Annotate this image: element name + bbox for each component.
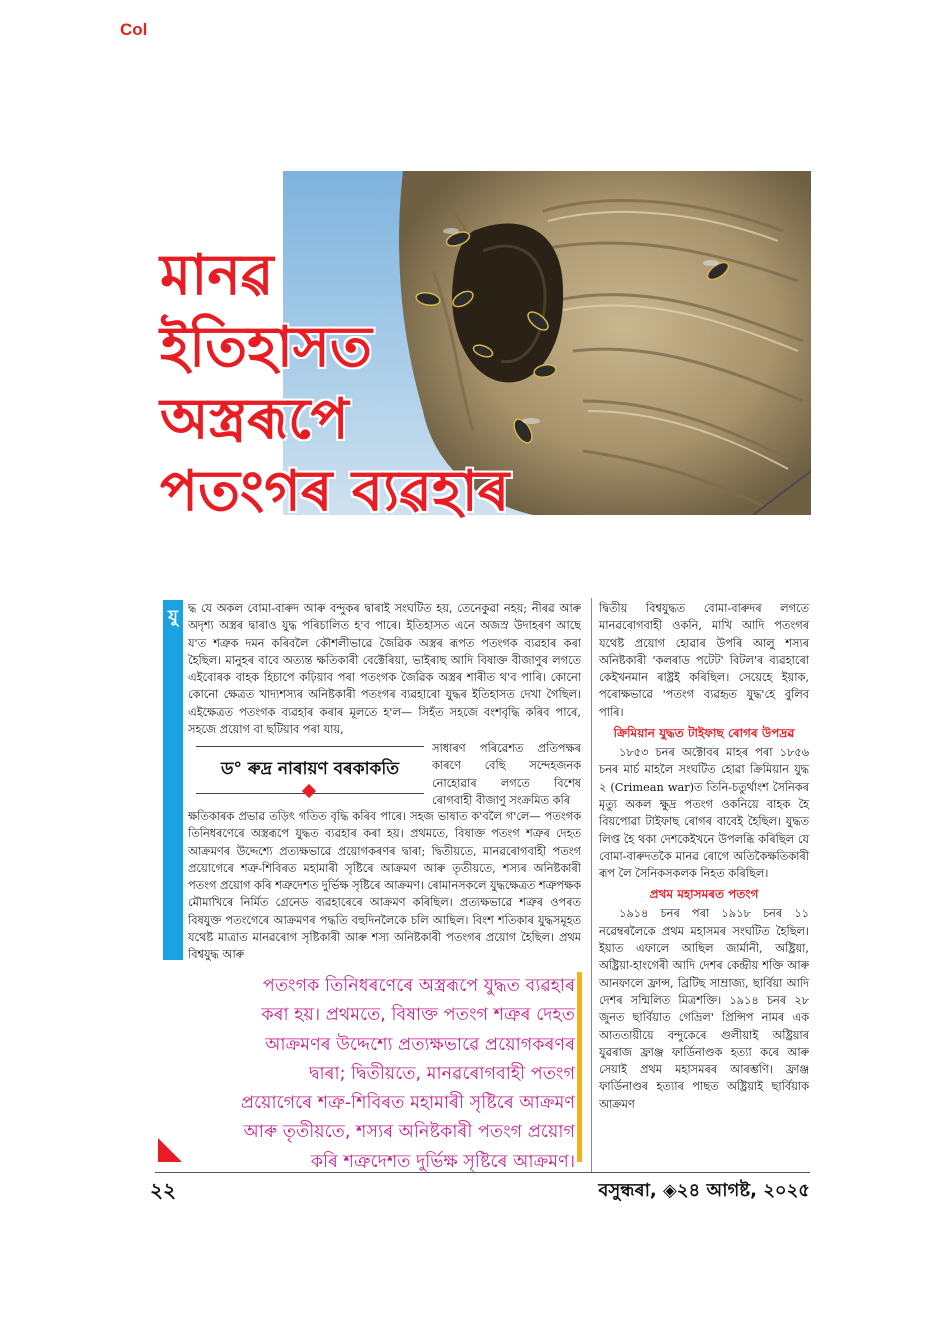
- body-paragraph-main: ক্ষতিকাৰক প্ৰভাৱ তড়িৎ গতিত বৃদ্ধি কৰিব পাৰে। সহজ ভাষাত ক'বলৈ গ'লে— পতংগক তিনিধৰণেৰে অস্ত্ৰৰূপে যুদ্ধত ব্যৱহাৰ কৰা হয়। প্ৰথমতে, বিষাক্ত পতংগ শত্ৰুৰ দেহত আক্ৰমণৰ উদ্দেশ্যে প্ৰত্যক্ষভাৱে প্ৰয়োগকৰণৰ দ্বাৰা; দ্বিতীয়তে, মানৱৰোগবাহী পতংগ প্ৰয়োগেৰে শত্ৰু-শিবিৰত মহামাৰী সৃষ্টিৰে আক্ৰমণ আৰু তৃতীয়তে, শস্যৰ অনিষ্টকাৰী পতংগ প্ৰয়োগ কৰি শত্ৰুদেশত দুৰ্ভিক্ষ সৃষ্টিৰে আক্ৰমণ। ৰোমানসকলে যুদ্ধক্ষেত্ৰত শত্ৰুপক্ষক মৌমাখিৰে নিৰ্মিত গ্ৰেনেড ব্যৱহাৰেৰে আক্ৰমণ কৰিছিল। প্ৰত্যক্ষভাৱে শত্ৰুৰ ওপৰত বিষযুক্ত পতংগেৰে আক্ৰমণৰ পদ্ধতি বহুদিনলৈকে চলি আছিল। বিংশ শতিকাৰ যুদ্ধসমূহত যথেষ্ট মাত্ৰাত মানৱৰোগ সৃষ্টিকাৰী আৰু শস্য অনিষ্টকাৰী পতংগৰ প্ৰয়োগ হৈছিল। প্ৰথম বিশ্বযুদ্ধ আৰু: [188, 810, 581, 962]
- pull-quote-line: দ্বাৰা; দ্বিতীয়তে, মানৱৰোগবাহী পতংগ: [309, 1063, 575, 1084]
- corner-mark: Col: [120, 20, 148, 39]
- pull-quote-line: আৰু তৃতীয়তে, শস্যৰ অনিষ্টকাৰী পতংগ প্ৰয়োগ: [243, 1122, 575, 1143]
- section-heading: ক্ৰিমিয়ান যুদ্ধত টাইফাছ ৰোগৰ উপদ্ৰৱ: [613, 726, 795, 741]
- body-paragraph-side: সাধাৰণ পৰিৱেশত প্ৰতিপক্ষৰ কাৰণে বেছি সন্দেহজনক নোহোৱাৰ লগতে বিশেষ ৰোগবাহী বীজাণু সংক্ৰমিত কৰি: [432, 742, 581, 807]
- body-paragraph-intro: দ্ধ যে অকল বোমা-বাৰুদ আৰু বন্দুকৰ দ্বাৰাই সংঘটিত হয়, তেনেকুৱা নহয়; নীৰৱ আৰু অদৃশ্য অস্ত্ৰৰ দ্বাৰাও যুদ্ধ পৰিচালিত হ'ব পাৰে। ইতিহাসত এনে অজস্ৰ উদাহৰণ আছে য'ত শত্ৰুক দমন কৰিবলৈ কৌশলীভাৱে জৈৱিক অস্ত্ৰৰ ৰূপত পতংগক ব্যৱহাৰ কৰা হৈছিল। মানুহৰ বাবে অত্যন্ত ক্ষতিকাৰী বেক্টেৰিয়া, ভাইৰাছ আদি বিষাক্ত বীজাণুৰ লগতে এইবোৰক বাহক হিচাপে কঢ়িয়াব পৰা পতংগক জৈৱিক অস্ত্ৰৰ শাৰীত থ'ব পাৰি। কোনো কোনো ক্ষেত্ৰত খাদ্যশস্যৰ অনিষ্টকাৰী পতংগৰ ব্যৱহাৰো যুদ্ধৰ ইতিহাসত দেখা গৈছিল। এইক্ষেত্ৰত পতংগক ব্যৱহাৰ কৰাৰ মূলতে হ'ল— সিহঁত সহজে বংশবৃদ্ধি কৰিব পাৰে, সহজে প্ৰয়োগ বা ছটিয়াব পৰা যায়,: [188, 602, 581, 737]
- body-paragraph: ১৯১৪ চনৰ পৰা ১৯১৮ চনৰ ১১ নৱেম্বৰলৈকে প্ৰথম মহাসমৰ সংঘটিত হৈছিল। ইয়াত এফালে আছিল জাৰ্মানী, অষ্ট্ৰিয়া, অষ্ট্ৰিয়া-হাংগেৰী আদি দেশৰ কেন্দ্ৰীয় শক্তি আৰু আনফালে ফ্ৰান্স, ব্ৰিটিছ সাম্ৰাজ্য, ছাৰ্বিয়া আদি দেশৰ সন্মিলিত মিত্ৰশক্তি। ১৯১৪ চনৰ ২৮ জুনত ছাৰ্বিয়াত গেভ্ৰিল' প্ৰিন্সিপ নামৰ এক আততায়ীয়ে বন্দুকেৰে গুলীয়াই অষ্ট্ৰিয়াৰ যুৱৰাজ ফ্ৰাঞ্জ ফাৰ্ডিনাণ্ডক হত্যা কৰে আৰু সেয়াই প্ৰথম মহাসমৰৰ আৰম্ভণি। ফ্ৰাঞ্জ ফাৰ্ডিনাণ্ডৰ হত্যাৰ পাছত অষ্ট্ৰিয়াই ছাৰ্বিয়াক আক্ৰমণ: [599, 907, 809, 1111]
- pull-quote-accent-bar: [577, 972, 582, 1162]
- column-divider: [591, 598, 592, 1173]
- title-line: পতংগৰ ব্যৱহাৰ: [160, 459, 510, 524]
- title-line: ইতিহাসত: [160, 315, 372, 380]
- pull-quote-line: আক্ৰমণৰ উদ্দেশ্যে প্ৰত্যক্ষভাৱে প্ৰয়োগকৰণৰ: [265, 1034, 575, 1055]
- pull-quote: [160, 972, 575, 1177]
- page-number: ২২: [150, 1178, 177, 1202]
- body-paragraph: দ্বিতীয় বিশ্বযুদ্ধত বোমা-বাৰুদৰ লগতে মানৱৰোগবাহী ওকনি, মাখি আদি পতংগৰ যথেষ্ট প্ৰয়োগ হোৱাৰ উপৰি আলু শস্যৰ অনিষ্টকাৰী 'কলৰাড পটেট' বিটল'ৰ ব্যৱহাৰো কেইখনমান ৰাষ্ট্ৰই কৰিছিল। সেয়েহে ইয়াক, পৰোক্ষভাৱে 'পতংগ ব্যৱহৃত যুদ্ধ'হে বুলিব পাৰি।: [599, 602, 809, 719]
- right-column: [599, 600, 809, 1130]
- author-name: ড° ৰুদ্ৰ নাৰায়ণ বৰকাকতি: [220, 759, 400, 779]
- drop-cap-bar: [163, 600, 183, 960]
- article-title: [160, 240, 620, 528]
- pull-quote-line: পতংগক তিনিধৰণেৰে অস্ত্ৰৰূপে যুদ্ধত ব্যৱহাৰ: [262, 976, 575, 996]
- title-line: অস্ত্ৰৰূপে: [160, 387, 349, 452]
- pull-quote-corner-triangle: [158, 1138, 182, 1162]
- drop-cap: যু: [168, 607, 178, 627]
- section-heading: প্ৰথম মহাসমৰত পতংগ: [649, 887, 759, 902]
- title-line: মানৱ: [160, 243, 274, 308]
- magazine-issue-line: বসুন্ধৰা, ◈২৪ আগষ্ট, ২০২৫: [598, 1180, 810, 1201]
- pull-quote-line: কৰা হয়। প্ৰথমতে, বিষাক্ত পতংগ শত্ৰুৰ দেহত: [261, 1005, 575, 1026]
- pull-quote-line: প্ৰয়োগেৰে শত্ৰু-শিবিৰত মহামাৰী সৃষ্টিৰে আক্ৰমণ: [240, 1093, 575, 1114]
- body-paragraph: ১৮৫৩ চনৰ অক্টোবৰ মাহৰ পৰা ১৮৫৬ চনৰ মাৰ্চ মাহলৈ সংঘটিত হোৱা ক্ৰিমিয়ান যুদ্ধ ২ (Crimean war)ত তিনি-চতুৰ্থাংশ সৈনিকৰ মৃত্যু অকল ক্ষুদ্ৰ পতংগ ওকনিয়ে বাহক হৈ বিয়পোৱা টাইফাছ ৰোগৰ বাবেই হৈছিল। যুদ্ধত লিপ্ত হৈ থকা দেশকেইখনে উপলব্ধি কৰিছিল যে বোমা-বাৰুদতকৈ মানৱ ৰোগে অতিকৈক্ষতিকাৰী ৰূপ লৈ সৈনিকসকলক নিহত কৰিছিল।: [599, 746, 809, 881]
- footer-rule: [155, 1172, 810, 1173]
- pull-quote-line: কৰি শত্ৰুদেশত দুৰ্ভিক্ষ সৃষ্টিৰে আক্ৰমণ।: [310, 1151, 575, 1172]
